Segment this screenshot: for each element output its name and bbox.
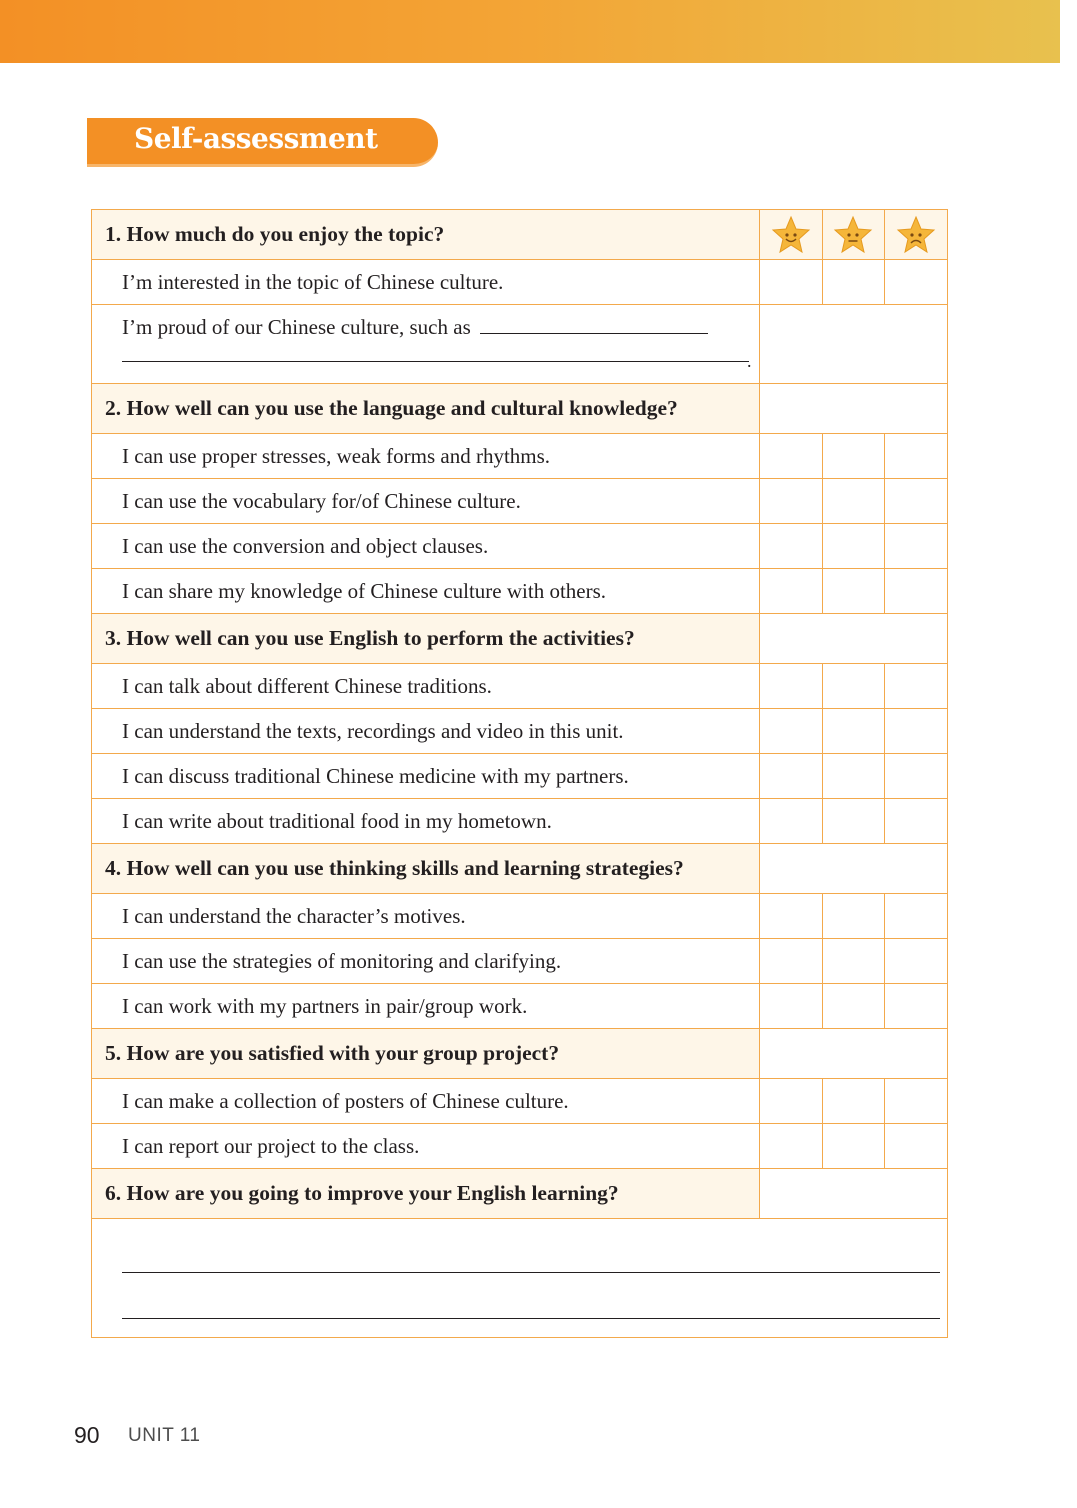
answer-line[interactable] — [122, 1318, 940, 1319]
rating-box[interactable] — [885, 754, 948, 799]
rating-box[interactable] — [885, 894, 948, 939]
top-color-band — [0, 0, 1060, 63]
question-row — [92, 384, 948, 434]
question-text: 1. How much do you enjoy the topic? — [92, 210, 760, 260]
rating-box[interactable] — [760, 524, 823, 569]
rating-box[interactable] — [760, 664, 823, 709]
question-row-filler — [760, 614, 948, 664]
statement-text: I can work with my partners in pair/group work. — [92, 984, 760, 1029]
question-row-filler — [760, 844, 948, 894]
statement-row — [92, 754, 948, 799]
statement-text: I can discuss traditional Chinese medicine with my partners. — [92, 754, 760, 799]
statement-text: I’m interested in the topic of Chinese culture. — [92, 260, 760, 305]
statement-row — [92, 664, 948, 709]
unit-label: UNIT 11 — [128, 1425, 201, 1446]
happy-star-icon — [771, 215, 811, 255]
rating-box[interactable] — [885, 434, 948, 479]
rating-box[interactable] — [760, 894, 823, 939]
rating-box[interactable] — [822, 524, 885, 569]
question-text: 5. How are you satisfied with your group project? — [92, 1029, 760, 1079]
rating-box[interactable] — [822, 569, 885, 614]
rating-box[interactable] — [760, 754, 823, 799]
rating-box[interactable] — [822, 260, 885, 305]
rating-box[interactable] — [885, 984, 948, 1029]
statement-text: I’m proud of our Chinese culture, such as — [122, 315, 471, 339]
question-text: 6. How are you going to improve your English learning? — [92, 1169, 760, 1219]
rating-box[interactable] — [885, 1124, 948, 1169]
question-text: 4. How well can you use thinking skills and learning strategies? — [92, 844, 760, 894]
rating-box[interactable] — [822, 479, 885, 524]
rating-box[interactable] — [760, 569, 823, 614]
rating-box[interactable] — [822, 984, 885, 1029]
rating-box[interactable] — [760, 939, 823, 984]
rating-box[interactable] — [885, 939, 948, 984]
statement-text: I can use proper stresses, weak forms and rhythms. — [92, 434, 760, 479]
rating-box[interactable] — [760, 1079, 823, 1124]
self-assessment-table — [91, 209, 948, 1338]
statement-text: I can use the conversion and object clauses. — [92, 524, 760, 569]
question-row — [92, 844, 948, 894]
question-row-filler — [760, 1029, 948, 1079]
rating-box[interactable] — [822, 1124, 885, 1169]
statement-row-fill-in — [92, 305, 948, 384]
section-title-tab — [87, 118, 438, 167]
rating-box[interactable] — [760, 799, 823, 844]
statement-row — [92, 894, 948, 939]
rating-box[interactable] — [885, 709, 948, 754]
page-title: Self-assessment — [134, 122, 378, 155]
statement-row — [92, 260, 948, 305]
rating-box[interactable] — [885, 479, 948, 524]
question-row — [92, 210, 948, 260]
answer-line[interactable] — [122, 1272, 940, 1273]
statement-row — [92, 479, 948, 524]
rating-box[interactable] — [822, 1079, 885, 1124]
period-mark: . — [747, 351, 752, 371]
statement-row — [92, 984, 948, 1029]
statement-row — [92, 434, 948, 479]
statement-fill-in-cell — [92, 305, 760, 384]
rating-box[interactable] — [760, 984, 823, 1029]
rating-box[interactable] — [760, 434, 823, 479]
statement-row — [92, 524, 948, 569]
statement-row — [92, 1124, 948, 1169]
answer-blank[interactable] — [480, 315, 708, 334]
rating-box[interactable] — [822, 894, 885, 939]
rating-box[interactable] — [822, 799, 885, 844]
statement-row — [92, 569, 948, 614]
statement-text: I can talk about different Chinese traditions. — [92, 664, 760, 709]
sad-star-icon — [896, 215, 936, 255]
rating-box[interactable] — [822, 754, 885, 799]
question-row-filler — [760, 384, 948, 434]
statement-row — [92, 939, 948, 984]
rating-header-neutral — [822, 210, 885, 260]
question-row — [92, 1169, 948, 1219]
rating-box[interactable] — [885, 260, 948, 305]
question-row — [92, 614, 948, 664]
question-text: 2. How well can you use the language and cultural knowledge? — [92, 384, 760, 434]
question-text: 3. How well can you use English to perform the activities? — [92, 614, 760, 664]
empty-rating-area — [760, 305, 948, 384]
rating-box[interactable] — [885, 799, 948, 844]
answer-blank-line[interactable] — [122, 361, 749, 362]
statement-text: I can write about traditional food in my hometown. — [92, 799, 760, 844]
rating-header-happy — [760, 210, 823, 260]
rating-box[interactable] — [760, 260, 823, 305]
question-row — [92, 1029, 948, 1079]
statement-text: I can report our project to the class. — [92, 1124, 760, 1169]
statement-text: I can use the strategies of monitoring and clarifying. — [92, 939, 760, 984]
answer-area — [92, 1219, 948, 1338]
rating-box[interactable] — [760, 1124, 823, 1169]
rating-box[interactable] — [760, 479, 823, 524]
rating-box[interactable] — [822, 434, 885, 479]
rating-box[interactable] — [885, 569, 948, 614]
rating-box[interactable] — [885, 664, 948, 709]
question-row-filler — [760, 1169, 948, 1219]
rating-box[interactable] — [822, 709, 885, 754]
rating-box[interactable] — [822, 939, 885, 984]
statement-text: I can use the vocabulary for/of Chinese culture. — [92, 479, 760, 524]
rating-box[interactable] — [822, 664, 885, 709]
statement-row — [92, 799, 948, 844]
rating-box[interactable] — [885, 1079, 948, 1124]
rating-box[interactable] — [760, 709, 823, 754]
rating-box[interactable] — [885, 524, 948, 569]
neutral-star-icon — [833, 215, 873, 255]
statement-text: I can share my knowledge of Chinese culture with others. — [92, 569, 760, 614]
answer-area-row — [92, 1219, 948, 1338]
rating-header-sad — [885, 210, 948, 260]
statement-text: I can understand the texts, recordings and video in this unit. — [92, 709, 760, 754]
page-number: 90 — [74, 1422, 100, 1448]
statement-row — [92, 709, 948, 754]
statement-row — [92, 1079, 948, 1124]
statement-text: I can make a collection of posters of Chinese culture. — [92, 1079, 760, 1124]
statement-text: I can understand the character’s motives. — [92, 894, 760, 939]
